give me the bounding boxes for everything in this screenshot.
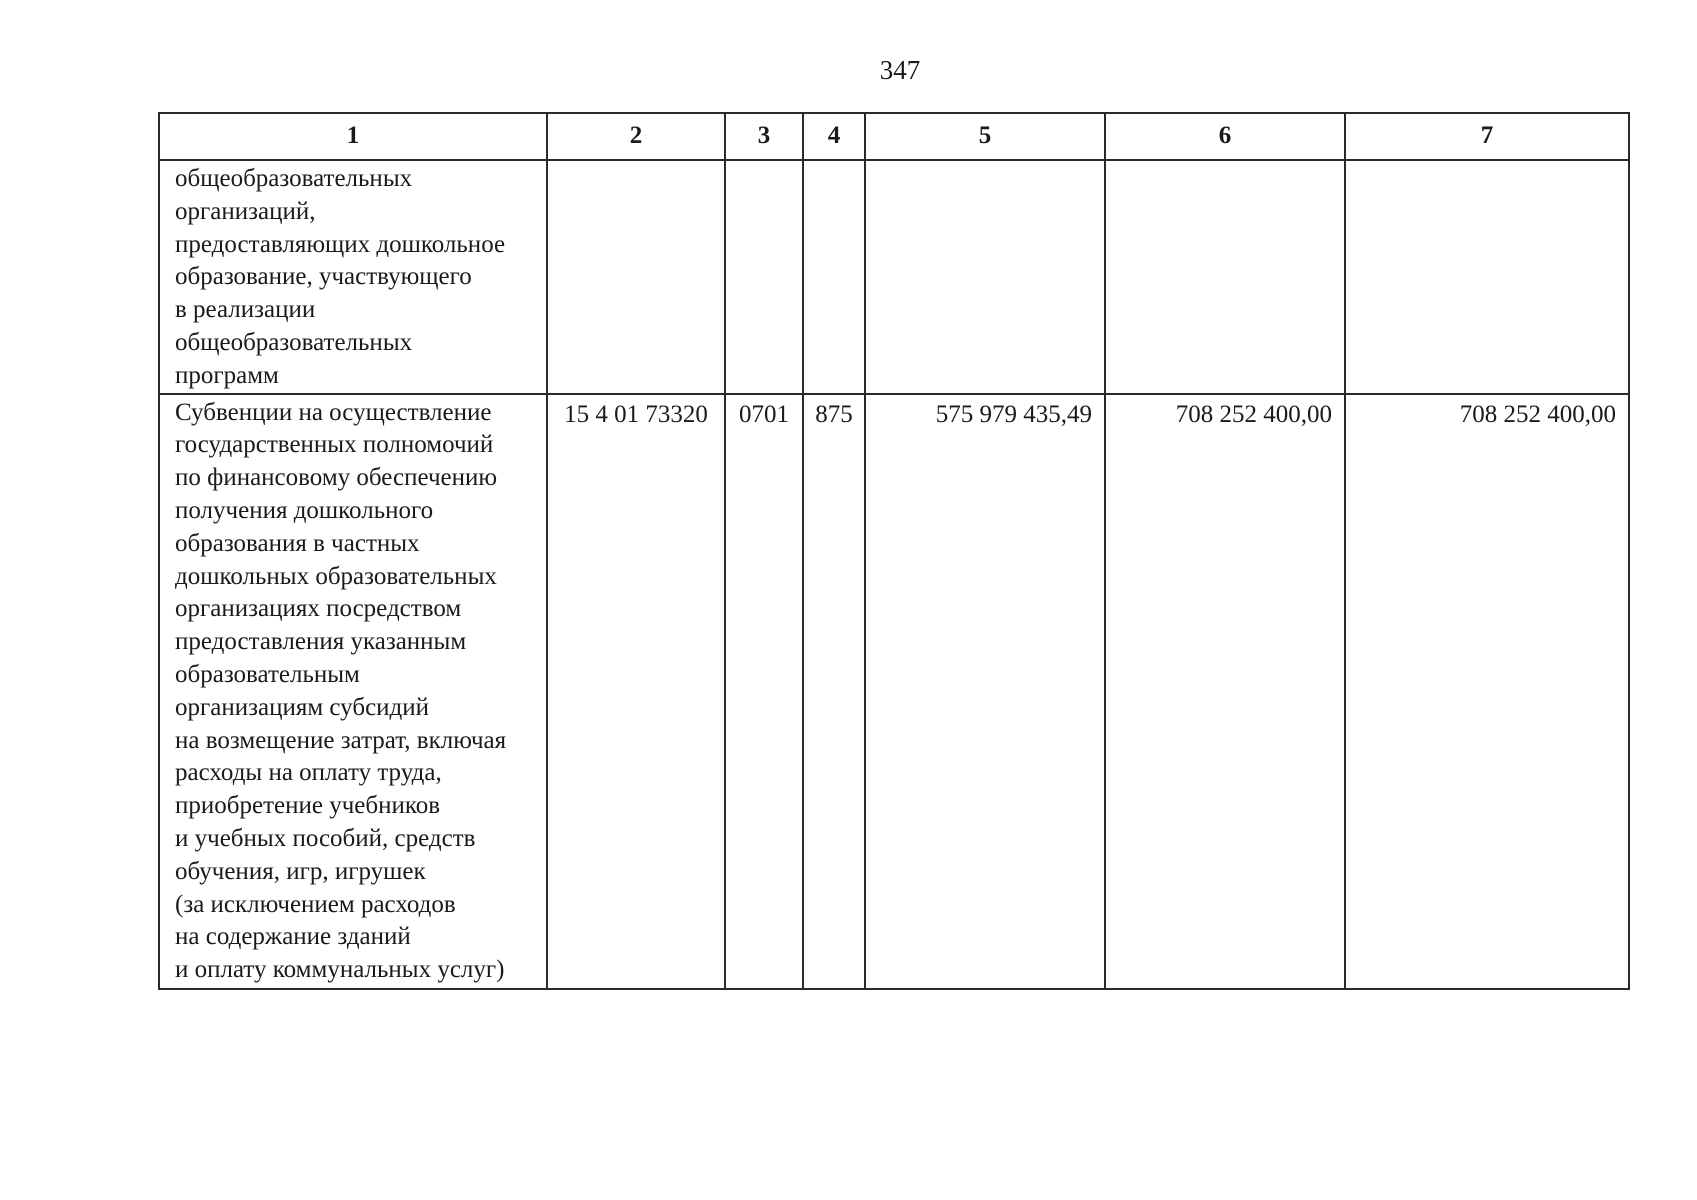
row-target-article (547, 160, 725, 394)
row-target-article: 15 4 01 73320 (547, 394, 725, 989)
column-header-2: 2 (547, 113, 725, 160)
column-header-1: 1 (159, 113, 547, 160)
row-expense-type (803, 160, 865, 394)
column-header-7: 7 (1345, 113, 1629, 160)
row-section (725, 160, 803, 394)
page-number: 347 (879, 55, 921, 85)
column-header-4: 4 (803, 113, 865, 160)
row-section: 0701 (725, 394, 803, 989)
row-amount-2 (1105, 160, 1345, 394)
row-description: общеобразовательных организаций, предоставляющих дошкольное образование, участвующего в реализации общеобразовательных программ (159, 160, 547, 394)
table-row (159, 160, 1629, 394)
row-amount-1: 575 979 435,49 (865, 394, 1105, 989)
column-header-5: 5 (865, 113, 1105, 160)
row-expense-type: 875 (803, 394, 865, 989)
row-amount-1 (865, 160, 1105, 394)
budget-table (158, 112, 1630, 990)
table-row (159, 394, 1629, 989)
table-header-row (159, 113, 1629, 160)
row-description: Субвенции на осуществление государственных полномочий по финансовому обеспечению получения дошкольного образования в частных дошкольных образовательных организациях посредством предоставления указанным образовательным организациям субсидий на возмещение затрат, включая расходы на оплату труда, приобретение учебников и учебных пособий, средств обучения, игр, игрушек (за исключением расходов на содержание зданий и оплату коммунальных услуг) (159, 394, 547, 989)
column-header-6: 6 (1105, 113, 1345, 160)
row-amount-3 (1345, 160, 1629, 394)
row-amount-3: 708 252 400,00 (1345, 394, 1629, 989)
column-header-3: 3 (725, 113, 803, 160)
row-amount-2: 708 252 400,00 (1105, 394, 1345, 989)
